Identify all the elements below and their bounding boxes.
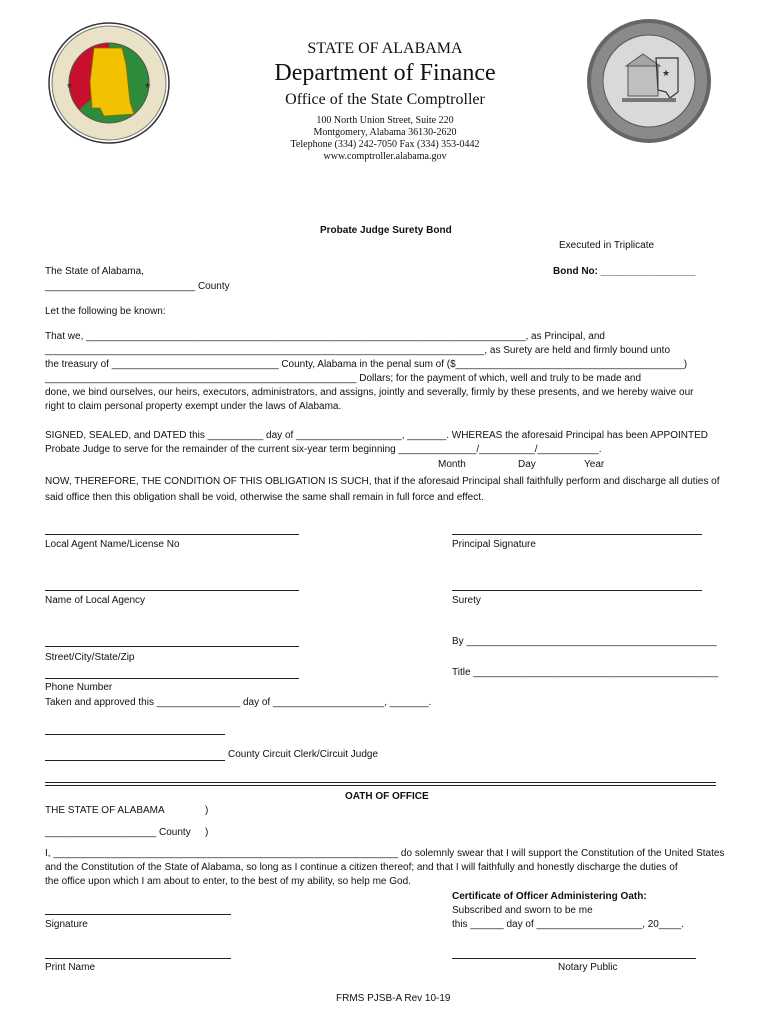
phone-number-line[interactable] (45, 678, 299, 679)
subscribed-text: Subscribed and sworn to be me (452, 905, 593, 916)
local-agent-label: Local Agent Name/License No (45, 539, 180, 550)
address-city: Montgomery, Alabama 36130-2620 (313, 127, 457, 138)
county-field[interactable]: ___________________________ County (45, 281, 230, 292)
bracket: ) (205, 827, 209, 838)
clerk-label: County Circuit Clerk/Circuit Judge (228, 749, 379, 760)
svg-text:★: ★ (144, 81, 152, 90)
notary-signature-line[interactable] (452, 958, 696, 959)
print-name-label: Print Name (45, 962, 96, 973)
body-text: said office then this obligation shall be void, otherwise the same shall remain in full force and effect. (45, 492, 484, 503)
penal-sum-line[interactable]: the treasury of ______________________________ County, Alabama in the penal sum of ($_________________________________________) (45, 359, 688, 370)
state-line: The State of Alabama, (45, 266, 144, 277)
body-text: done, we bind ourselves, our heirs, executors, administrators, and assigns, jointly and severally, firmly by these presents, and we hereby waive our (45, 387, 694, 398)
oath-name-line[interactable]: I, ______________________________________________________________ do solemnly swear that I will support the Constitution of the United States (45, 848, 725, 859)
svg-text:★: ★ (661, 68, 671, 78)
svg-text:★: ★ (66, 81, 74, 90)
body-text: right to claim personal property exempt under the laws of Alabama. (45, 401, 342, 412)
oath-signature-line[interactable] (45, 914, 231, 915)
sworn-date-field[interactable]: this ______ day of ___________________, 20____. (452, 919, 684, 930)
principal-signature-line[interactable] (452, 534, 702, 535)
clerk-county-line[interactable] (45, 760, 225, 761)
title-field[interactable]: Title ____________________________________________ (452, 667, 719, 678)
principal-signature-label: Principal Signature (452, 539, 536, 550)
body-text: NOW, THEREFORE, THE CONDITION OF THIS OBLIGATION IS SUCH, that if the aforesaid Principal shall faithfully perform and discharge all duties of (45, 476, 720, 487)
bracket: ) (205, 805, 209, 816)
term-beginning-line[interactable]: Probate Judge to serve for the remainder of the current six-year term beginning ______________/__________/___________. (45, 444, 602, 455)
section-divider (45, 782, 716, 783)
oath-text: and the Constitution of the State of Alabama, so long as I continue a citizen thereof; and that I will faithfully and honestly discharge the duties of (45, 862, 678, 873)
oath-text: the office upon which I am about to enter, to the best of my ability, so help me God. (45, 876, 411, 887)
notary-label: Notary Public (558, 962, 618, 973)
day-label: Day (518, 459, 536, 470)
address-street: 100 North Union Street, Suite 220 (316, 115, 454, 126)
local-agency-line[interactable] (45, 590, 299, 591)
let-known: Let the following be known: (45, 306, 166, 317)
signed-dated-line[interactable]: SIGNED, SEALED, and DATED this __________ day of ___________________, _______. WHEREAS the aforesaid Principal has been APPOINTED (45, 430, 708, 441)
phone-number-label: Phone Number (45, 682, 113, 693)
by-field[interactable]: By _____________________________________________ (452, 636, 717, 647)
print-name-line[interactable] (45, 958, 231, 959)
department-title: Department of Finance (274, 60, 496, 86)
dollars-line[interactable]: ________________________________________________________ Dollars; for the payment of which, well and truly to be made and (45, 373, 642, 384)
surety-signature-line[interactable] (452, 590, 702, 591)
principal-line[interactable]: That we, _______________________________________________________________________________, as Principal, and (45, 331, 605, 342)
website: www.comptroller.alabama.gov (323, 151, 447, 162)
surety-line[interactable]: _______________________________________________________________________________, as Surety are held and firmly bound unto (45, 345, 671, 356)
state-heading: STATE OF ALABAMA (307, 40, 463, 57)
form-title: Probate Judge Surety Bond (320, 225, 452, 236)
local-agency-label: Name of Local Agency (45, 595, 146, 606)
month-label: Month (438, 459, 466, 470)
oath-state: THE STATE OF ALABAMA (45, 805, 165, 816)
form-id: FRMS PJSB-A Rev 10-19 (336, 993, 451, 1004)
section-divider (45, 785, 716, 786)
street-label: Street/City/State/Zip (45, 652, 135, 663)
signature-label: Signature (45, 919, 88, 930)
surety-label: Surety (452, 595, 481, 606)
contact-phone: Telephone (334) 242-7050 Fax (334) 353-0442 (290, 139, 480, 150)
executed-note: Executed in Triplicate (559, 240, 655, 251)
bond-number-field[interactable]: Bond No: _________________ (553, 266, 696, 277)
certificate-heading: Certificate of Officer Administering Oath: (452, 891, 647, 902)
year-label: Year (584, 459, 605, 470)
clerk-signature-line[interactable] (45, 734, 225, 735)
taken-approved-line[interactable]: Taken and approved this _______________ day of ____________________, _______. (45, 697, 432, 708)
street-address-line[interactable] (45, 646, 299, 647)
local-agent-signature-line[interactable] (45, 534, 299, 535)
oath-county-field[interactable]: ____________________ County (45, 827, 191, 838)
office-title: Office of the State Comptroller (285, 91, 485, 108)
oath-heading: OATH OF OFFICE (345, 791, 429, 802)
